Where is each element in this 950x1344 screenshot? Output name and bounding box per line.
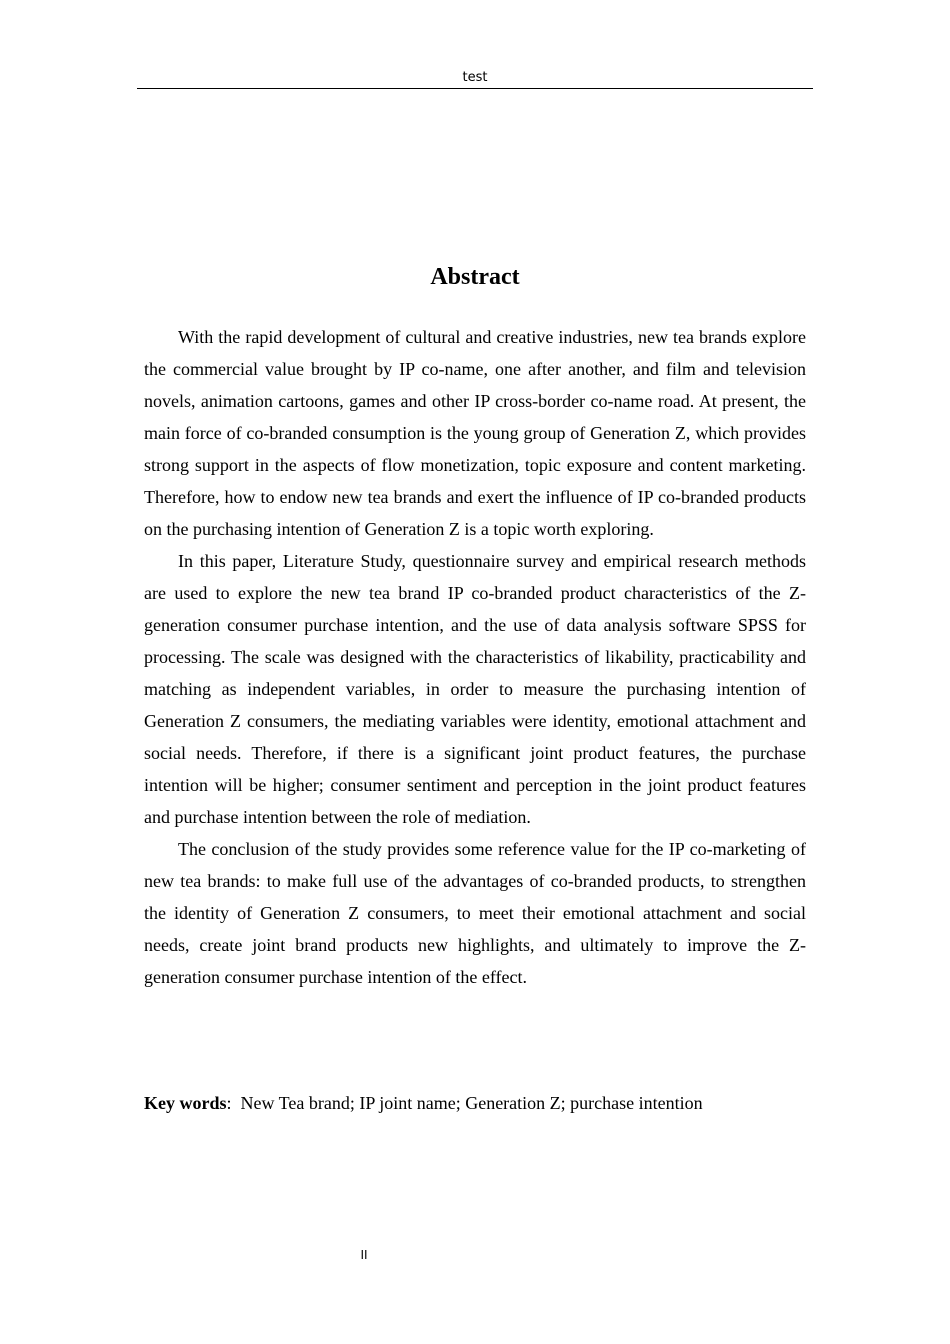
keywords-label: Key words (144, 1093, 227, 1113)
abstract-paragraph-3: The conclusion of the study provides some reference value for the IP co-marketing of new tea brands: to make full use of the advantages of co-branded products, to strengthen the identity of Generation Z consumers, to meet their emotional attachment and social needs, create joint brand products new highlights, and ultimately to improve the Z-generation consumer purchase intention of the effect. (144, 839, 806, 987)
abstract-paragraph-1: With the rapid development of cultural and creative industries, new tea brands explore the commercial value brought by IP co-name, one after another, and film and television novels, animation cartoons, games and other IP cross-border co-name road. At present, the main force of co-branded consumption is the young group of Generation Z, which provides strong support in the aspects of flow monetization, topic exposure and content marketing. Therefore, how to endow new tea brands and exert the influence of IP co-branded products on the purchasing intention of Generation Z is a topic worth exploring. (144, 327, 806, 539)
abstract-body (144, 321, 806, 993)
page-header (137, 68, 813, 89)
keywords-value: New Tea brand; IP joint name; Generation Z; purchase intention (240, 1093, 703, 1113)
abstract-title: Abstract (430, 264, 520, 290)
running-title: test (462, 70, 488, 85)
keywords-line (144, 1087, 806, 1119)
page-number: II (360, 1248, 368, 1262)
abstract-paragraph-2: In this paper, Literature Study, questionnaire survey and empirical research methods are used to explore the new tea brand IP co-branded product characteristics of the Z-generation consumer purchase intention, and the use of data analysis software SPSS for processing. The scale was designed with the characteristics of likability, practicability and matching as independent variables, in order to measure the purchasing intention of Generation Z consumers, the mediating variables were identity, emotional attachment and social needs. Therefore, if there is a significant joint product features, the purchase intention will be higher; consumer sentiment and perception in the joint product features and purchase intention between the role of mediation. (144, 551, 806, 827)
keywords-separator: : (226, 1093, 232, 1113)
